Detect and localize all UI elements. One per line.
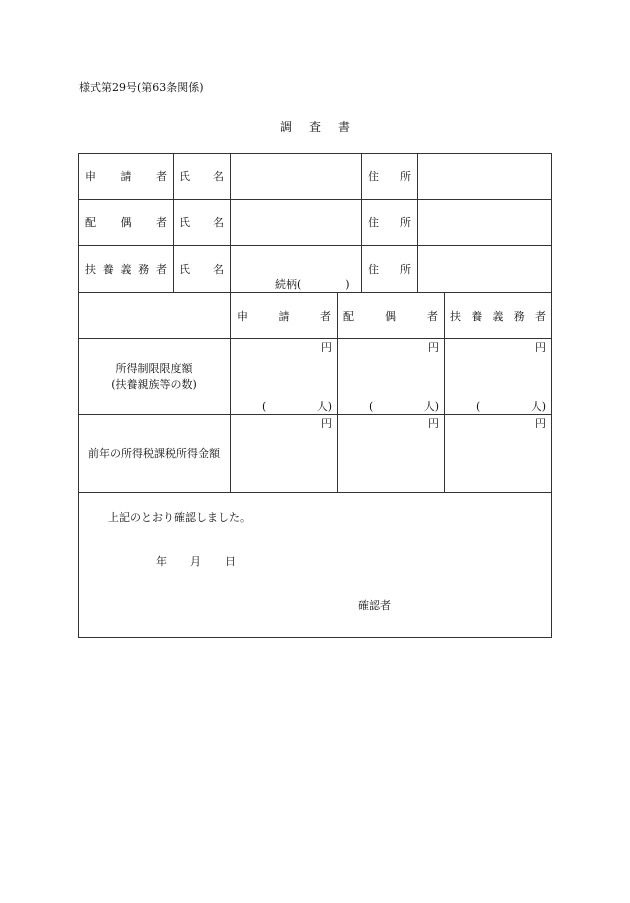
dependents-count-field: ( 人) — [476, 400, 546, 413]
column-header-spouse: 配 偶 者 — [343, 310, 438, 323]
yen-unit: 円 — [321, 417, 332, 430]
dependents-count-field: ( 人) — [262, 400, 332, 413]
yen-unit: 円 — [428, 341, 439, 354]
yen-unit: 円 — [321, 341, 332, 354]
supporter-address-label: 住 所 — [368, 263, 411, 276]
month-label: 月 — [190, 555, 201, 568]
col-divider — [417, 153, 418, 292]
col-divider — [444, 292, 445, 492]
applicant-label: 申 請 者 — [85, 170, 167, 183]
day-label: 日 — [225, 555, 236, 568]
col-divider — [361, 153, 362, 292]
year-label: 年 — [156, 555, 167, 568]
yen-unit: 円 — [535, 417, 546, 430]
supporter-label: 扶 養 義 務 者 — [85, 263, 167, 276]
prev-year-income-label: 前年の所得税課税所得金額 — [88, 447, 220, 460]
row-divider — [78, 492, 552, 493]
applicant-name-label: 氏 名 — [179, 170, 224, 183]
supporter-name-label: 氏 名 — [179, 263, 224, 276]
col-divider — [230, 153, 231, 492]
row-divider — [78, 292, 552, 293]
row-divider — [78, 199, 552, 200]
spouse-address-label: 住 所 — [368, 216, 411, 229]
row-divider — [78, 245, 552, 246]
document-title: 調査書 — [279, 120, 367, 134]
confirmer-label: 確認者 — [358, 599, 391, 612]
col-divider — [173, 153, 174, 292]
row-divider — [78, 414, 552, 415]
applicant-address-label: 住 所 — [368, 170, 411, 183]
dependents-count-label: (扶養親族等の数) — [111, 378, 197, 391]
column-header-supporter: 扶 養 義 務 者 — [450, 310, 546, 323]
yen-unit: 円 — [535, 341, 546, 354]
income-limit-label: 所得制限限度額 — [115, 362, 193, 375]
yen-unit: 円 — [428, 417, 439, 430]
row-divider — [78, 338, 552, 339]
spouse-label: 配 偶 者 — [85, 216, 167, 229]
confirmation-statement: 上記のとおり確認しました。 — [108, 511, 251, 524]
form-number: 様式第29号(第63条関係) — [79, 81, 204, 94]
col-divider — [337, 292, 338, 492]
spouse-name-label: 氏 名 — [179, 216, 224, 229]
relationship-label: 続柄( ) — [275, 278, 350, 291]
column-header-applicant: 申 請 者 — [237, 310, 331, 323]
dependents-count-field: ( 人) — [369, 400, 439, 413]
